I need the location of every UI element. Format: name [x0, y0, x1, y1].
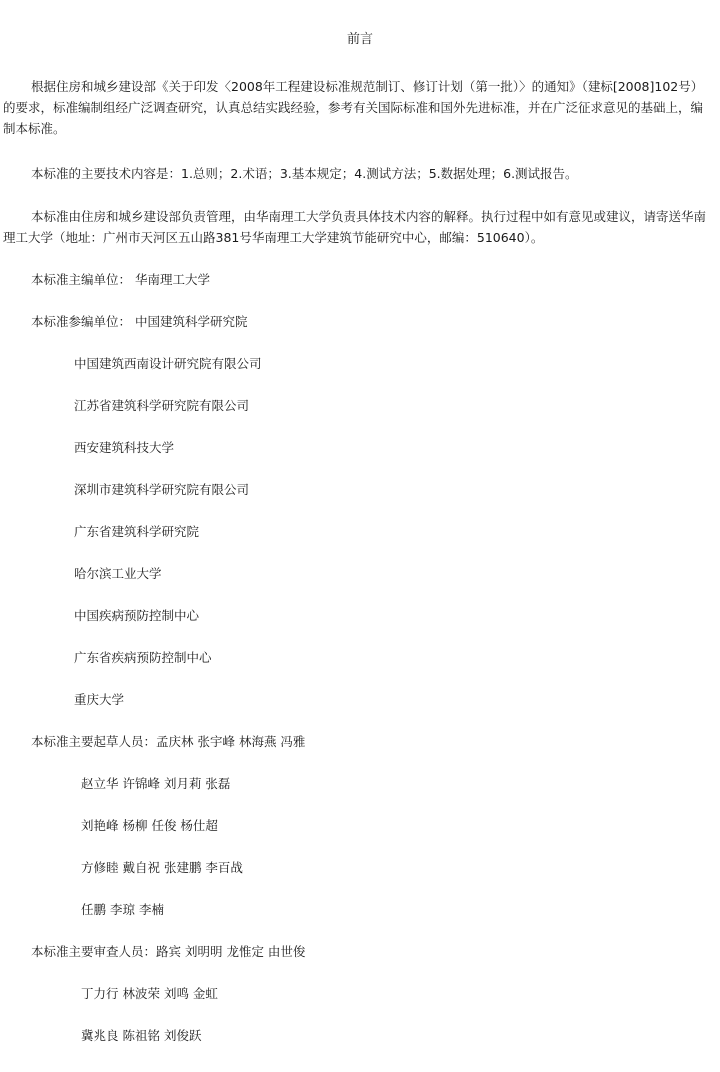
participating-unit: 广东省建筑科学研究院: [74, 524, 200, 539]
drafters-line: 任鹏 李琼 李楠: [81, 902, 164, 917]
participating-unit: 重庆大学: [74, 692, 125, 707]
chief-unit: 本标准主编单位： 华南理工大学: [31, 272, 210, 287]
drafters-line: 方修睦 戴自祝 张建鹏 李百战: [81, 860, 243, 875]
participating-unit: 中国疾病预防控制中心: [74, 608, 200, 623]
paragraph-management: 本标准由住房和城乡建设部负责管理，由华南理工大学负责具体技术内容的解释。执行过程中如有意见或建议，请寄送华南理工大学（地址：广州市天河区五山路381号华南理工大学建筑节能研究中心，邮编：510640）。: [3, 209, 707, 245]
reviewers-label: 本标准主要审查人员：路宾 刘明明 龙惟定 由世俊: [31, 944, 306, 959]
drafters-line: 赵立华 许锦峰 刘月莉 张磊: [81, 776, 231, 791]
page-title: 前言: [346, 32, 373, 47]
reviewers-line: 丁力行 林波荣 刘鸣 金虹: [81, 986, 218, 1001]
participating-unit: 深圳市建筑科学研究院有限公司: [74, 482, 250, 497]
participating-units-label: 本标准参编单位： 中国建筑科学研究院: [31, 314, 248, 329]
participating-unit: 中国建筑西南设计研究院有限公司: [74, 356, 262, 371]
paragraph-basis: 根据住房和城乡建设部《关于印发〈2008年工程建设标准规范制订、修订计划（第一批）〉的通知》（建标[2008]102号）的要求，标准编制组经广泛调查研究，认真总结实践经验，参考有关国际标准和国外先进标准，并在广泛征求意见的基础上，编制本标准。: [3, 79, 704, 136]
drafters-line: 刘艳峰 杨柳 任俊 杨仕超: [81, 818, 218, 833]
participating-unit: 广东省疾病预防控制中心: [74, 650, 212, 665]
paragraph-contents: 本标准的主要技术内容是：1.总则；2.术语；3.基本规定；4.测试方法；5.数据处理；6.测试报告。: [31, 166, 578, 181]
participating-unit: 江苏省建筑科学研究院有限公司: [74, 398, 250, 413]
drafters-label: 本标准主要起草人员：孟庆林 张宇峰 林海燕 冯雅: [31, 734, 306, 749]
participating-unit: 西安建筑科技大学: [74, 440, 175, 455]
participating-unit: 哈尔滨工业大学: [74, 566, 162, 581]
reviewers-line: 冀兆良 陈祖铭 刘俊跃: [81, 1028, 202, 1043]
